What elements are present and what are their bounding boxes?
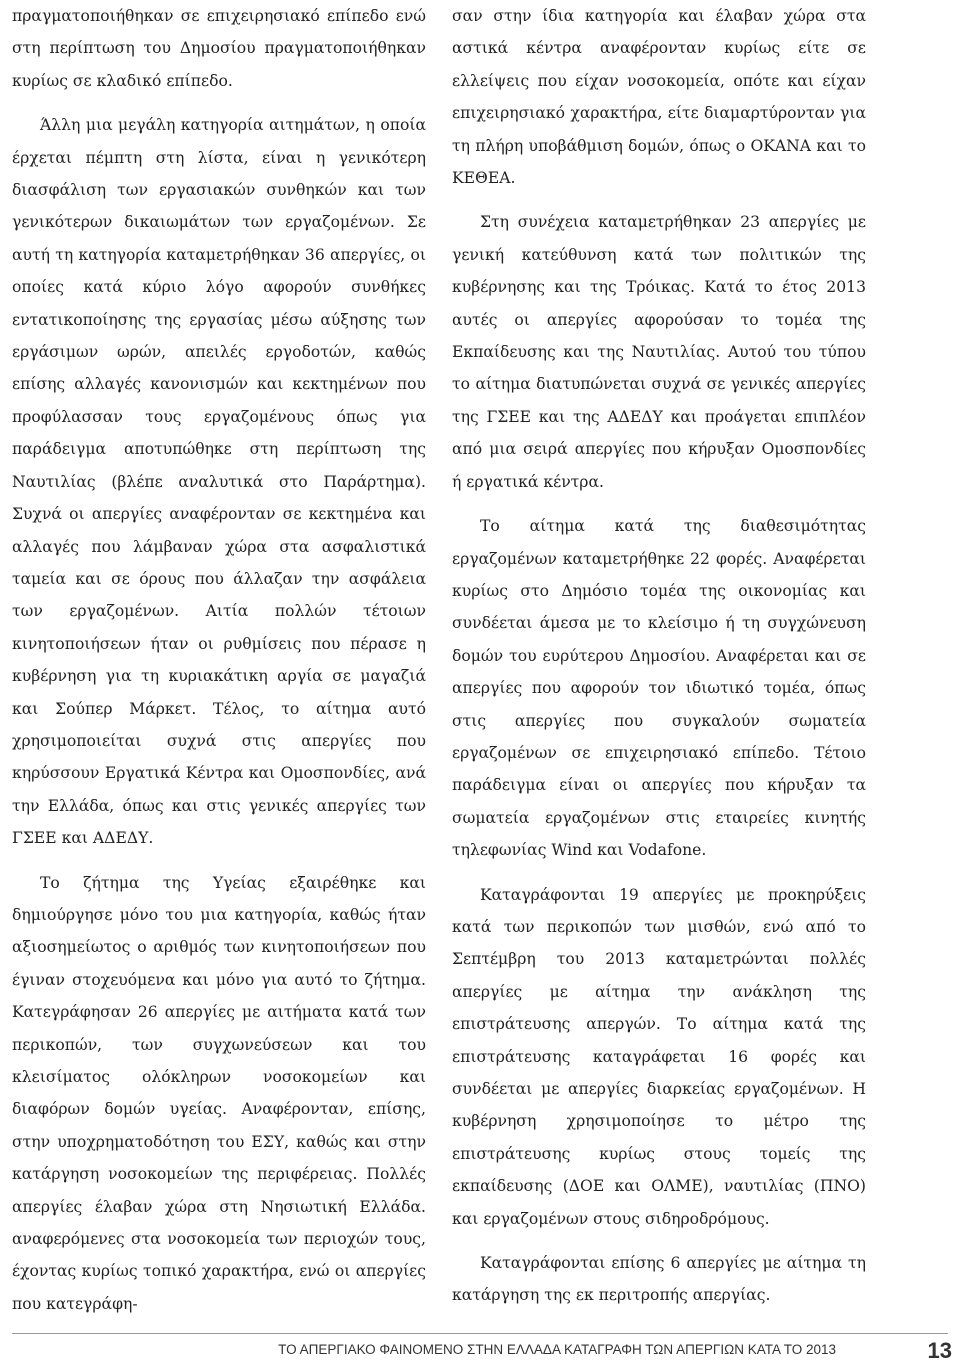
- left-column: [12, 0, 426, 1320]
- right-paragraph-2: Στη συνέχεια καταμετρήθηκαν 23 απεργίες με γενική κατεύθυνση κατά των πολιτικών της κυβέρνησης και της Τρόικας. Κατά το έτος 2013 αυτές οι απεργίες αφορούσαν το τομέα της Εκπαίδευσης και της Ναυτιλίας. Αυτού του τύπου το αίτημα διατυπώνεται συχνά σε γενικές απεργίες της ΓΣΕΕ και της ΑΔΕΔΥ και προάγεται επιπλέον από μια σειρά απεργίες που κήρυξαν Ομοσπονδίες ή εργατικά κέντρα.: [452, 213, 866, 491]
- right-column: [452, 0, 866, 1312]
- running-footer-title: ΤΟ ΑΠΕΡΓΙΑΚΟ ΦΑΙΝΟΜΕΝΟ ΣΤΗΝ ΕΛΛΑΔΑ ΚΑΤΑΓΡΑΦΗ ΤΩΝ ΑΠΕΡΓΙΩΝ ΚΑΤΑ ΤΟ 2013: [278, 1342, 836, 1357]
- right-paragraph-1: σαν στην ίδια κατηγορία και έλαβαν χώρα στα αστικά κέντρα αναφέρονταν κυρίως είτε σε ελλείψεις που είχαν νοσοκομεία, οπότε και είχαν επιχειρησιακό χαρακτήρα, είτε διαμαρτύρονταν για τη πλήρη υποβάθμιση δομών, όπως ο ΟΚΑΝΑ και το ΚΕΘΕΑ.: [452, 7, 866, 188]
- footer-divider: [12, 1333, 948, 1334]
- right-paragraph-3: Το αίτημα κατά της διαθεσιμότητας εργαζομένων καταμετρήθηκε 22 φορές. Αναφέρεται κυρίως στο Δημόσιο τομέα της οικονομίας και συνδέεται άμεσα με το κλείσιμο ή τη συγχώνευση δομών του ευρύτερου Δημοσίου. Αναφέρεται και σε απεργίες που αφορούν τον ιδιωτικό τομέα, όπως στις απεργίες που συγκαλούν σωματεία εργαζομένων σε επιχειρησιακό επίπεδο. Τέτοιο παράδειγμα είναι οι απεργίες που κήρυξαν τα σωματεία εργαζομένων στις εταιρείες κινητής τηλεφωνίας Wind και Vodafone.: [452, 517, 866, 860]
- page-number: 13: [927, 1338, 952, 1363]
- left-paragraph-3: Το ζήτημα της Υγείας εξαιρέθηκε και δημιούργησε μόνο του μια κατηγορία, καθώς ήταν αξιοσημείωτος ο αριθμός των κινητοποιήσεων που έγιναν στοχευόμενα και μόνο για αυτό το ζήτημα. Κατεγράφησαν 26 απεργίες με αιτήματα κατά των περικοπών, των συγχωνεύσεων και του κλεισίματος ολόκληρων νοσοκομείων και διαφόρων δομών υγείας. Αναφέρονταν, επίσης, στην υποχρηματοδότηση του ΕΣΥ, καθώς και στην κατάργηση νοσοκομείων της περιφέρειας. Πολλές απεργίες έλαβαν χώρα στη Νησιωτική Ελλάδα. αναφερόμενες στα νοσοκομεία των περιοχών τους, έχοντας κυρίως τοπικό χαρακτήρα, ενώ οι απεργίες που κατεγράφη-: [12, 873, 426, 1313]
- left-paragraph-2: Άλλη μια μεγάλη κατηγορία αιτημάτων, η οποία έρχεται πέμπτη στη λίστα, είναι η γενικότερη διασφάλιση των εργασιακών συνθηκών και των γενικότερων δικαιωμάτων των εργαζομένων. Σε αυτή τη κατηγορία καταμετρήθηκαν 36 απεργίες, οι οποίες κατά κύριο λόγο αφορούν συνθήκες εντατικοποίησης της εργασίας μέσω αύξησης των εργάσιμων ωρών, απειλές εργοδοτών, καθώς επίσης αλλαγές κανονισμών και κεκτημένων που προφύλασσαν τους εργαζομένους όπως για παράδειγμα αποτυπώθηκε στη περίπτωση της Ναυτιλίας (βλέπε αναλυτικά στο Παράρτημα). Συχνά οι απεργίες αναφέρονταν σε κεκτημένα και αλλαγές που λάμβαναν χώρα στα ασφαλιστικά ταμεία και σε όρους που άλλαζαν την ασφάλεια των εργαζομένων. Αιτία πολλών τέτοιων κινητοποιήσεων ήταν οι ρυθμίσεις που πέρασε η κυβέρνηση για τη κυριακάτικη αργία σε μαγαζιά και Σούπερ Μάρκετ. Τέλος, το αίτημα αυτό χρησιμοποιείται συχνά στις απεργίες που κηρύσσουν Εργατικά Κέντρα και Ομοσπονδίες, ανά την Ελλάδα, όπως και στις γενικές απεργίες των ΓΣΕΕ και ΑΔΕΔΥ.: [12, 116, 426, 848]
- left-paragraph-1: πραγματοποιήθηκαν σε επιχειρησιακό επίπεδο ενώ στη περίπτωση του Δημοσίου πραγματοποιήθηκαν κυρίως σε κλαδικό επίπεδο.: [12, 7, 426, 90]
- right-paragraph-4: Καταγράφονται 19 απεργίες με προκηρύξεις κατά των περικοπών των μισθών, ενώ από το Σεπτέμβρη του 2013 καταμετρώνται πολλές απεργίες με αίτημα την ανάκληση της επιστράτευσης απεργών. Το αίτημα κατά της επιστράτευσης καταγράφεται 16 φορές και συνδέεται με απεργίες διαρκείας εργαζομένων. Η κυβέρνηση χρησιμοποίησε το μέτρο της επιστράτευσης κυρίως στους τομείς της εκπαίδευσης (ΔΟΕ και ΟΛΜΕ), ναυτιλίας (ΠΝΟ) και εργαζομένων στους σιδηροδρόμους.: [452, 885, 866, 1228]
- right-paragraph-5: Καταγράφονται επίσης 6 απεργίες με αίτημα τη κατάργηση της εκ περιτροπής απεργίας.: [452, 1254, 866, 1305]
